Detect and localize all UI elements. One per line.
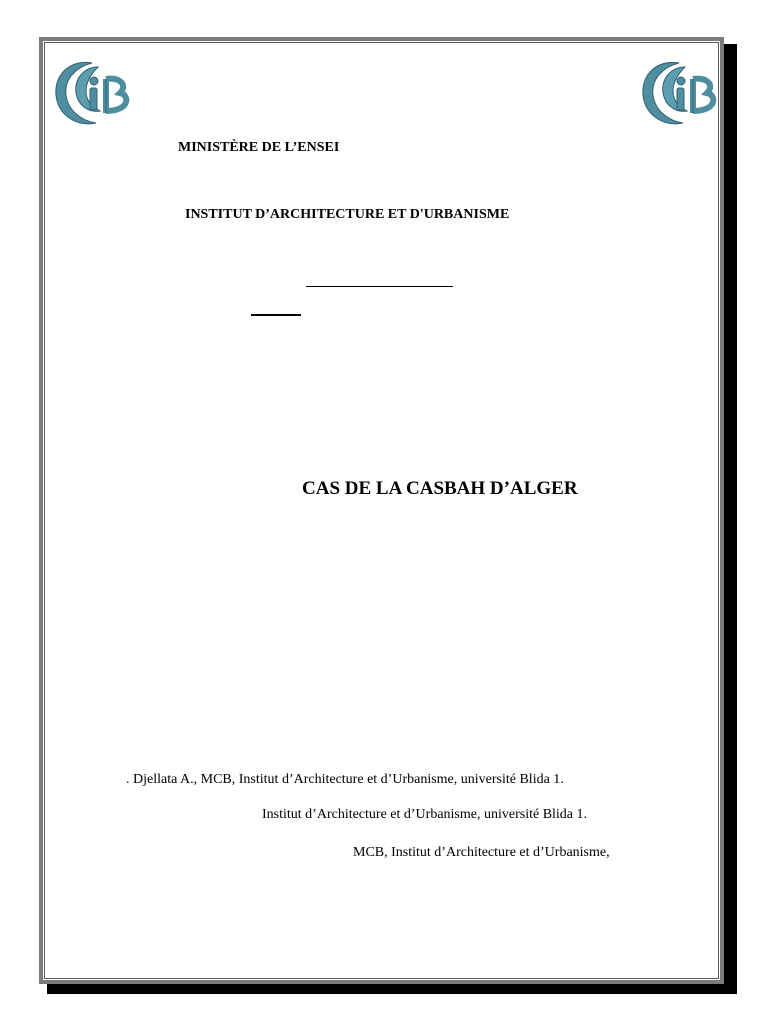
author-line-1: . Djellata A., MCB, Institut d’Architecture et d’Urbanisme, université Blida 1. bbox=[126, 772, 564, 787]
ministry-heading: MINISTÈRE DE L’ENSEI bbox=[178, 140, 340, 155]
document-title: CAS DE LA CASBAH D’ALGER bbox=[302, 478, 578, 499]
institute-heading: INSTITUT D’ARCHITECTURE ET D'URBANISME bbox=[185, 207, 510, 222]
separator-line bbox=[306, 286, 453, 287]
author-line-3: MCB, Institut d’Architecture et d’Urbanisme, bbox=[353, 845, 610, 860]
university-logo-left bbox=[50, 57, 134, 131]
separator-line-short bbox=[251, 314, 301, 316]
university-logo-right bbox=[637, 57, 721, 131]
document-page bbox=[39, 37, 724, 984]
author-line-2: Institut d’Architecture et d’Urbanisme, université Blida 1. bbox=[262, 807, 588, 822]
